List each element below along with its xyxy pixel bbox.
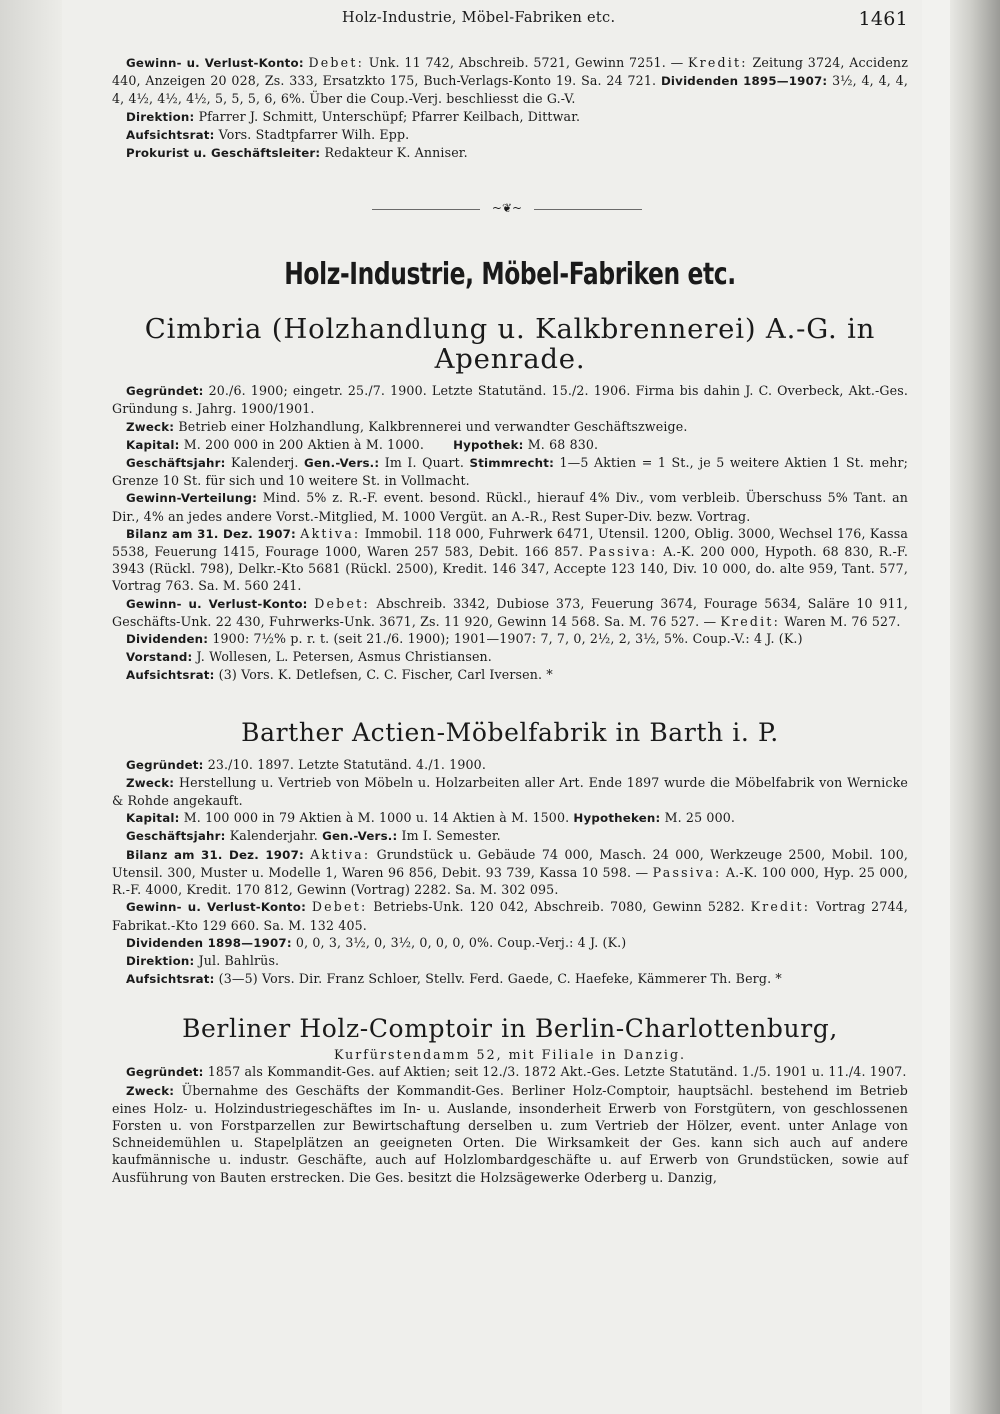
spacer [112, 988, 908, 1014]
label-genvers: Gen.-Vers.: [303, 456, 380, 471]
cimbria-bilanz [112, 525, 908, 595]
label-aufsichtsrat: Aufsichtsrat: [126, 127, 215, 142]
firm-address-berliner: Kurfürstendamm 52, mit Filiale in Danzig. [333, 1047, 687, 1063]
barther-direktion-text: Jul. Bahlrüs. [198, 952, 280, 968]
label-aktiva: Aktiva: [300, 525, 361, 541]
cimbria-aufsichtsrat-text: (3) Vors. K. Detlefsen, C. C. Fischer, Carl Iversen. * [218, 667, 553, 683]
page-header [62, 10, 908, 34]
label-direktion: Direktion: [126, 953, 195, 968]
firm-title-berliner: Berliner Holz-Comptoir in Berlin-Charlottenburg, [182, 1014, 838, 1044]
label-genvers: Gen.-Vers.: [322, 829, 398, 844]
prev-prokurist-paragraph [112, 144, 908, 162]
page-left-margin [0, 0, 62, 1414]
running-title: Holz-Industrie, Möbel-Fabriken etc. [342, 10, 616, 26]
prev-direktion-paragraph [112, 108, 908, 126]
page-content [112, 54, 908, 1186]
barther-dividenden-text: 0, 0, 3, 3½, 0, 3½, 0, 0, 0, 0%. Coup.-Verj.: 4 J. (K.) [295, 934, 627, 950]
barther-gegruendet-text: 23./10. 1897. Letzte Statutänd. 4./1. 1900. [207, 756, 486, 772]
cimbria-gegruendet-text: 20./6. 1900; eingetr. 25./7. 1900. Letzte Statutänd. 15./2. 1906. Firma bis dahin J. C. Overbeck, Akt.-Ges. Gründung s. Jahrg. 1900/1901. [112, 383, 908, 417]
label-dividenden: Dividenden 1895—1907: [660, 74, 828, 89]
label-gewinnverteilung: Gewinn-Verteilung: [126, 491, 258, 506]
label-stimmrecht: Stimmrecht: [469, 456, 555, 471]
barther-debet-text: Betriebs-Unk. 120 042, Abschreib. 7080, Gewinn 5282. [373, 899, 745, 915]
barther-kredit-text: Vortrag 2744, Fabrikat.-Kto 129 660. Sa. M. 132 405. [112, 899, 908, 933]
cimbria-hypothek-text: M. 68 830. [527, 436, 599, 452]
cimbria-gv-text: Mind. 5% z. R.-F. event. besond. Rückl., hierauf 4% Div., vom verbleib. Überschuss 5% Tant. an Dir., 4% an jedes andere Vorst.-Mitglied, M. 1000 Vergüt. an A.-R., Rest Super-Div. bezw. Vortrag. [112, 490, 909, 524]
cimbria-vorstand [112, 648, 908, 666]
cimbria-dividenden [112, 630, 908, 648]
label-guv: Gewinn- u. Verlust-Konto: [126, 596, 308, 611]
prev-prokurist-text: Redakteur K. Anniser. [324, 145, 468, 161]
barther-passiva-text: A.-K. 100 000, Hyp. 25 000, R.-F. 4000, Kredit. 170 812, Gewinn (Vortrag) 2282. Sa. M. 302 095. [112, 864, 909, 898]
label-vorstand: Vorstand: [126, 650, 193, 665]
berliner-zweck [112, 1082, 908, 1186]
label-geschaeftsjahr: Geschäftsjahr: [126, 456, 226, 471]
firm-title-cimbria: Cimbria (Holzhandlung u. Kalkbrennerei) A.-G. in Apenrade. [144, 313, 876, 376]
cimbria-zweck-text: Betrieb einer Holzhandlung, Kalkbrennerei und verwandter Geschäftszweige. [178, 418, 688, 434]
label-kapital: Kapital: [126, 437, 180, 452]
barther-guv [112, 898, 908, 933]
cimbria-gj-text: Kalenderj. [231, 455, 299, 471]
prev-guv-paragraph [112, 54, 908, 108]
cimbria-zweck [112, 418, 908, 436]
label-zweck: Zweck: [126, 775, 175, 790]
cimbria-aufsichtsrat [112, 666, 908, 684]
cimbria-stimmrecht-text: 1—5 Aktien = 1 St., je 5 weitere Aktien 1 St. mehr; Grenze 10 St. für sich und 10 weitere St. in Vollmacht. [112, 455, 909, 489]
barther-aktiva-text: Grundstück u. Gebäude 74 000, Masch. 24 000, Werkzeuge 2500, Mobil. 100, Utensil. 300, Muster u. Modelle 1, Waren 96 856, Debit. 93 739, Kassa 10 598. — [112, 846, 909, 880]
label-passiva: Passiva: [588, 544, 658, 560]
label-kapital: Kapital: [126, 811, 180, 826]
cimbria-kredit-text: Waren M. 76 527. [784, 613, 901, 629]
barther-zweck-text: Herstellung u. Vertrieb von Möbeln u. Holzarbeiten aller Art. Ende 1897 wurde die Möbelfabrik von Wernicke & Rohde angekauft. [112, 774, 908, 809]
label-aufsichtsrat: Aufsichtsrat: [126, 668, 215, 683]
cimbria-dividenden-text: 1900: 7½% p. r. t. (seit 21./6. 1900); 1901—1907: 7, 7, 0, 2½, 2, 3½, 5%. Coup.-V.: 4 J. (K.) [212, 631, 803, 647]
barther-gegruendet [112, 756, 908, 774]
prev-dividenden-text: 3½, 4, 4, 4, 4, 4½, 4½, 4½, 5, 5, 5, 6, 6%. Über die Coup.-Verj. beschliesst die G.-V. [112, 73, 909, 107]
page-number: 1461 [858, 8, 908, 30]
label-dividenden: Dividenden: [126, 632, 209, 647]
barther-direktion [112, 952, 908, 970]
label-hypothek: Hypothek: [453, 437, 524, 452]
label-guv: Gewinn- u. Verlust-Konto: [126, 56, 304, 70]
cimbria-gewinnverteilung [112, 489, 908, 524]
prev-kredit-text: Zeitung 3724, Accidenz 440, Anzeigen 20 028, Zs. 333, Ersatzkto 175, Buch-Verlags-Konto 19. Sa. 24 721. [112, 55, 908, 89]
barther-geschaeftsjahr [112, 827, 908, 845]
spacer [112, 685, 908, 718]
label-guv: Gewinn- u. Verlust-Konto: [126, 900, 306, 915]
barther-genvers-text: Im I. Semester. [401, 828, 501, 844]
barther-bilanz [112, 846, 908, 899]
label-geschaeftsjahr: Geschäftsjahr: [126, 829, 226, 844]
cimbria-kapital-text: M. 200 000 in 200 Aktien à M. 1000. [183, 436, 424, 452]
label-aufsichtsrat: Aufsichtsrat: [126, 972, 215, 987]
prev-aufsichtsrat-paragraph [112, 126, 908, 144]
cimbria-gegruendet [112, 382, 908, 417]
barther-aufsichtsrat-text: (3—5) Vors. Dir. Franz Schloer, Stellv. Ferd. Gaede, C. Haefeke, Kämmerer Th. Berg. * [218, 971, 782, 987]
label-gegruendet: Gegründet: [126, 384, 204, 399]
prev-debet-text: Unk. 11 742, Abschreib. 5721, Gewinn 7251. — [368, 55, 684, 70]
cimbria-geschaeftsjahr [112, 454, 908, 489]
label-hypotheken: Hypotheken: [573, 811, 661, 826]
divider-ornament: ~❦~ [480, 201, 534, 215]
label-aktiva: Aktiva: [310, 846, 371, 862]
label-direktion: Direktion: [126, 109, 195, 124]
barther-gj-text: Kalenderjahr. [229, 828, 318, 844]
cimbria-vorstand-text: J. Wollesen, L. Petersen, Asmus Christiansen. [196, 649, 492, 665]
cimbria-guv [112, 595, 908, 630]
berliner-zweck-text: Übernahme des Geschäfts der Kommandit-Ges. Berliner Holz-Comptoir, hauptsächl. bestehend im Betrieb eines Holz- u. Holzindustriegeschäftes im In- u. Auslande, insonderheit Erwerb von Forstgütern, von geschlossenen Forsten u. von Forstparzellen zur Bewirtschaftung derselben u. zum Vertrieb der Hölzer, event. unter Anlage von Schneidemühlen u. Stapelplätzen an geeigneten Orten. Die Wirksamkeit der Ges. kann sich auch auf andere kaufmännische u. industr. Geschäfte, auch auf Holzlombardgeschäfte u. auf Erwerb von Grundstücken, sowie auf Ausführung von Bauten erstrecken. Die Ges. besitzt die Holzsägewerke Oderberg u. Danzig, [112, 1082, 908, 1185]
barther-hypotheken-text: M. 25 000. [664, 810, 736, 826]
label-kredit: Kredit: [750, 899, 811, 915]
label-bilanz: Bilanz am 31. Dez. 1907: [126, 526, 296, 541]
label-debet: Debet: [311, 899, 368, 915]
page-binding-shadow [950, 0, 1000, 1414]
firm-title-barther: Barther Actien-Möbelfabrik in Barth i. P. [241, 717, 779, 747]
label-gegruendet: Gegründet: [126, 757, 204, 772]
label-gegruendet: Gegründet: [126, 1065, 204, 1080]
label-kredit: Kredit: [688, 55, 748, 70]
barther-kapital-text: M. 100 000 in 79 Aktien à M. 1000 u. 14 Aktien à M. 1500. [183, 810, 570, 826]
berliner-gegruendet-text: 1857 als Kommandit-Ges. auf Aktien; seit 12./3. 1872 Akt.-Ges. Letzte Statutänd. 1./5. 1901 u. 11./4. 1907. [207, 1064, 907, 1080]
label-kredit: Kredit: [720, 613, 781, 629]
label-dividenden: Dividenden 1898—1907: [126, 935, 292, 950]
cimbria-genvers-text: Im I. Quart. [384, 455, 465, 471]
label-passiva: Passiva: [652, 864, 722, 880]
berliner-gegruendet [112, 1063, 908, 1081]
barther-kapital [112, 809, 908, 827]
label-prokurist: Prokurist u. Geschäftsleiter: [126, 146, 321, 161]
label-debet: Debet: [314, 595, 370, 611]
section-title: Holz-Industrie, Möbel-Fabriken etc. [284, 257, 736, 293]
section-divider [112, 200, 908, 220]
label-zweck: Zweck: [126, 419, 175, 434]
barther-zweck [112, 774, 908, 809]
label-debet: Debet: [308, 55, 365, 70]
prev-direktion-text: Pfarrer J. Schmitt, Unterschüpf; Pfarrer Keilbach, Dittwar. [198, 108, 581, 124]
cimbria-aktiva-text: Immobil. 118 000, Fuhrwerk 6471, Utensil. 1200, Oblig. 3000, Wechsel 176, Kassa 5538, Feuerung 1415, Fourage 1000, Waren 257 583, Debit. 166 857. [112, 525, 909, 560]
cimbria-debet-text: Abschreib. 3342, Dubiose 373, Feuerung 3674, Fourage 5634, Saläre 10 911, Geschäfts-Unk. 22 430, Fuhrwerks-Unk. 3671, Zs. 11 920, Gewinn 14 568. Sa. M. 76 527. — [112, 595, 908, 629]
barther-aufsichtsrat [112, 970, 908, 988]
label-bilanz: Bilanz am 31. Dez. 1907: [126, 847, 304, 862]
cimbria-passiva-text: A.-K. 200 000, Hypoth. 68 830, R.-F. 3943 (Rückl. 798), Delkr.-Kto 5681 (Rückl. 2500), Kredit. 146 347, Accepte 123 140, Div. 10 000, do. alte 959, Tant. 577, Vortrag 763. Sa. M. 560 241. [112, 544, 909, 594]
prev-aufsichtsrat-text: Vors. Stadtpfarrer Wilh. Epp. [218, 126, 410, 142]
barther-dividenden [112, 934, 908, 952]
label-zweck: Zweck: [126, 1083, 175, 1098]
cimbria-kapital [112, 436, 908, 454]
